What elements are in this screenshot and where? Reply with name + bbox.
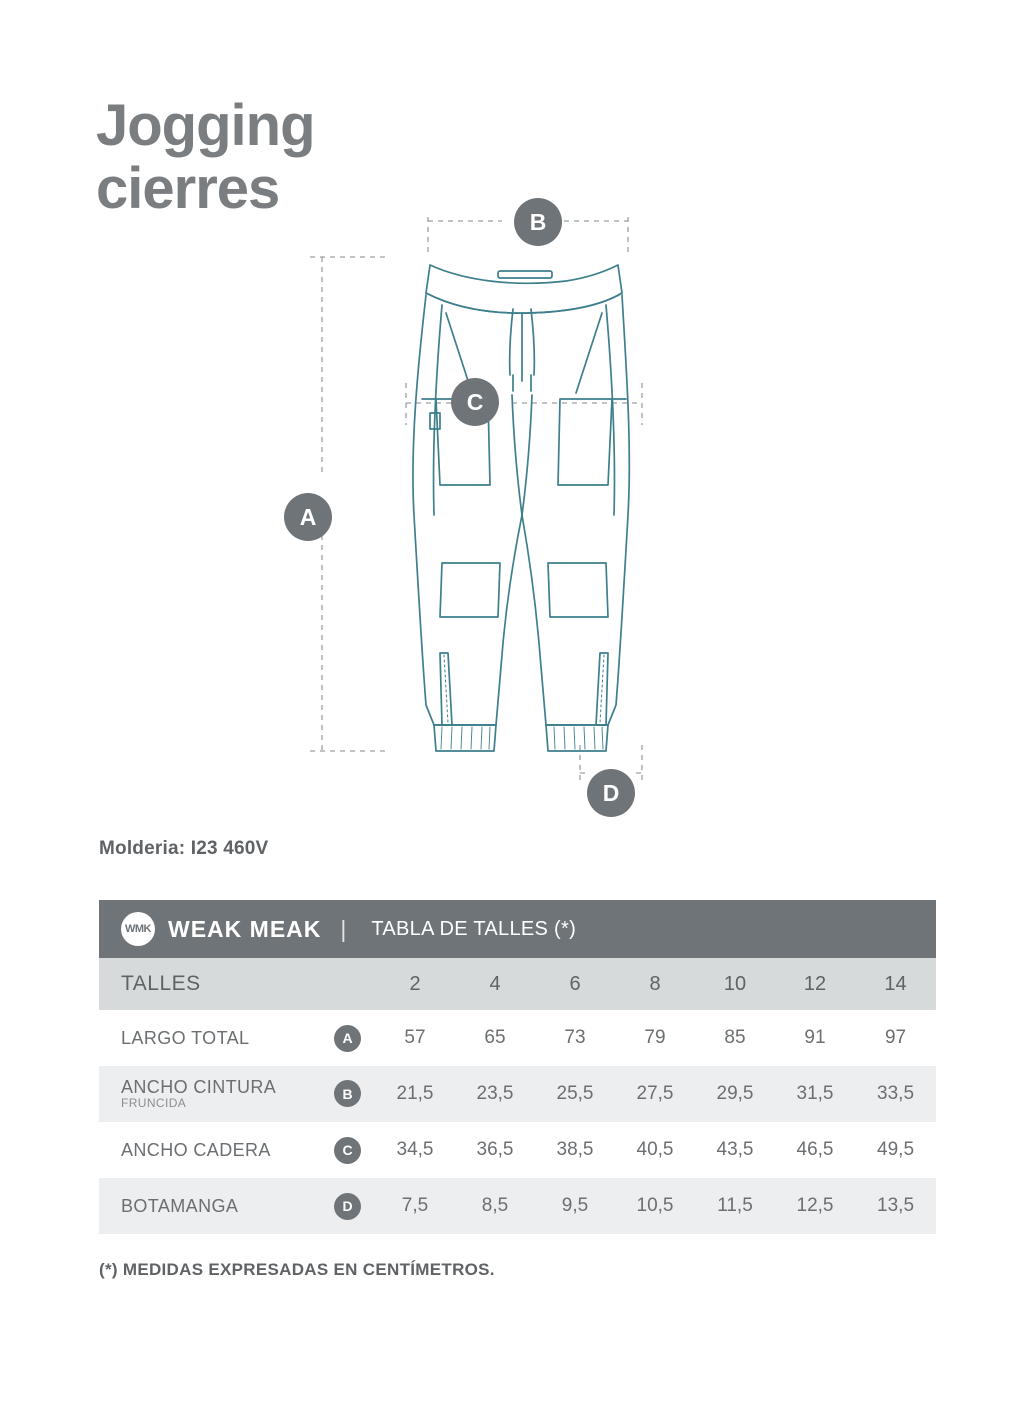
table-row [99,1010,936,1066]
row-label-largo-total [99,1010,375,1066]
measure-badge-c: C [451,378,499,426]
size-column-6: 12 [775,958,855,1010]
row-badge-d: D [334,1193,361,1220]
brand-name: WEAK MEAK [168,915,322,942]
cell-value: 65 [484,1027,506,1048]
row-label-ancho-cintura [99,1066,375,1122]
cell-value: 91 [804,1027,826,1048]
cell-value: 40,5 [636,1139,674,1160]
cell-value: 12,5 [775,1178,855,1234]
cell-value: 21,5 [375,1066,455,1122]
cell-value: 9,5 [535,1178,615,1234]
size-column-3: 6 [535,958,615,1010]
cell-value: 29,5 [695,1066,775,1122]
table-row [99,1122,936,1178]
cell-value: 11,5 [695,1178,775,1234]
size-column-7: 14 [855,958,936,1010]
cell-value: 25,5 [535,1066,615,1122]
cell-value: 23,5 [455,1066,535,1122]
molderia-code: Molderia: I23 460V [99,838,269,859]
cell-value: 34,5 [396,1139,434,1160]
row-badge-a: A [334,1025,361,1052]
cell-value: 36,5 [476,1139,514,1160]
measure-guides [310,217,642,785]
cell-value: 49,5 [877,1139,915,1160]
cell-value: 57 [404,1027,426,1048]
footnote: (*) MEDIDAS EXPRESADAS EN CENTÍMETROS. [99,1260,495,1279]
size-column-5: 10 [695,958,775,1010]
cell-value: 13,5 [855,1178,936,1234]
cell-value: 43,5 [716,1139,754,1160]
row-label-text: BOTAMANGA [121,1195,239,1216]
row-label-text: LARGO TOTAL [121,1027,250,1048]
table-row [99,1178,936,1234]
cell-value: 27,5 [615,1066,695,1122]
table-sizes-row [99,958,936,1010]
sizes-row-label: TALLES [99,958,375,1010]
page-title-line-1: Jogging [96,93,315,158]
table-header-row [99,900,936,958]
page-title-line-2: cierres [96,155,280,221]
row-label-text: ANCHO CADERA [121,1139,271,1160]
row-label-botamanga [99,1178,375,1234]
table-row [99,1066,936,1122]
cell-value: 97 [884,1027,907,1048]
brand-separator: | [340,915,347,942]
measure-badge-d: D [587,769,635,817]
size-column-4: 8 [615,958,695,1010]
cell-value: 46,5 [796,1139,834,1160]
cell-value: 10,5 [615,1178,695,1234]
cell-value: 33,5 [855,1066,936,1122]
cell-value: 85 [724,1027,746,1048]
row-sublabel-text: FRUNCIDA [121,1096,187,1111]
row-badge-c: C [334,1137,361,1164]
row-badge-b: B [334,1080,361,1107]
cell-value: 8,5 [455,1178,535,1234]
size-chart-table [99,900,936,1234]
row-label-text: ANCHO CINTURA [121,1077,277,1098]
cell-value: 7,5 [375,1178,455,1234]
cell-value: 31,5 [775,1066,855,1122]
row-label-ancho-cadera [99,1122,375,1178]
table-caption: TABLA DE TALLES (*) [371,917,577,940]
measure-badge-a: A [284,493,332,541]
cell-value: 79 [644,1027,666,1048]
brand-logo-icon: WMK [121,912,155,946]
size-column-2: 4 [455,958,535,1010]
jogger-outline [413,265,629,751]
cell-value: 38,5 [556,1139,594,1160]
measure-badge-b: B [514,198,562,246]
cell-value: 73 [564,1027,586,1048]
size-column-1: 2 [375,958,455,1010]
table-header-cell [99,900,936,958]
